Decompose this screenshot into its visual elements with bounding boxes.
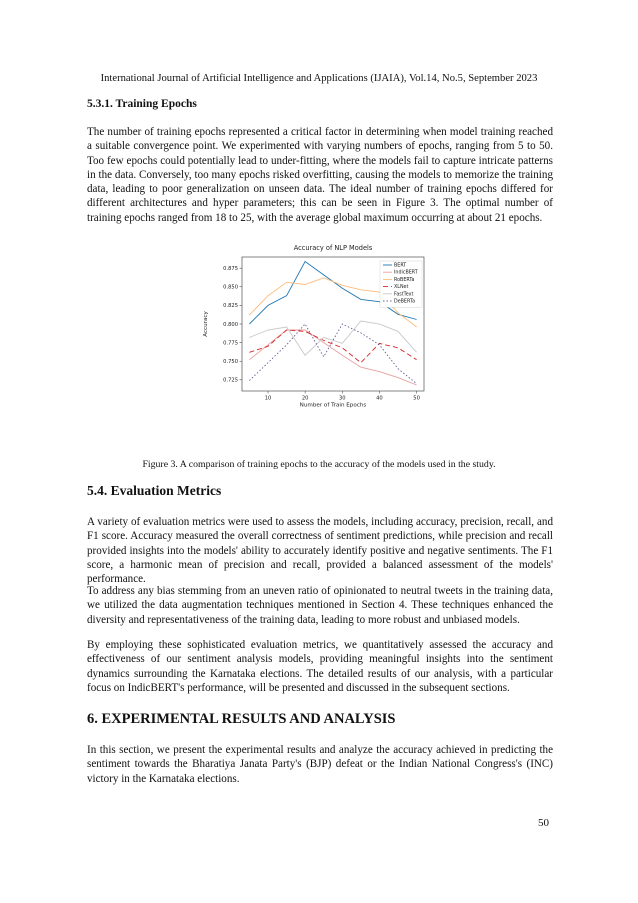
figure-3-chart: [197, 240, 439, 418]
y-axis-label: Accuracy: [203, 311, 209, 337]
series-line-indicbert: [249, 330, 416, 385]
evaluation-metrics-paragraph-1: A variety of evaluation metrics were used to assess the models, including accuracy, precision, recall, and F1 score. Accuracy measured the overall correctness of sentiment predictions, while precision and recall provided insights into the models' ability to accurately identify positive and negative sentiments. The F1 score, a harmonic mean of precision and recall, provided a balanced assessment of the models' performance.: [87, 516, 553, 586]
evaluation-metrics-paragraph-3: By employing these sophisticated evaluation metrics, we quantitatively assessed the accuracy and effectiveness of our sentiment analysis models, providing meaningful insights into the sentiment dynamics surrounding the Karnataka elections. The detailed results of our analysis, with a particular focus on IndicBERT's performance, will be presented and discussed in the subsequent sections.: [87, 639, 553, 694]
evaluation-metrics-paragraph-2: To address any bias stemming from an uneven ratio of opinionated to neutral tweets in the training data, we utilized the data augmentation techniques mentioned in Section 4. These techniques enhanced the diversity and representativeness of the training data, leading to more robust and unbiased models.: [87, 585, 553, 626]
y-tick-label: 0.725: [223, 377, 238, 384]
running-header: International Journal of Artificial Intelligence and Applications (IJAIA), Vol.14, No.5, September 2023: [100, 73, 538, 84]
legend-label: IndicBERT: [394, 270, 418, 276]
x-tick-label: 30: [338, 395, 346, 402]
y-tick-label: 0.850: [223, 284, 238, 291]
accuracy-line-chart: [197, 240, 439, 418]
y-tick-label: 0.750: [223, 359, 238, 366]
series-line-fasttext: [249, 321, 416, 355]
series-line-xlnet: [249, 330, 416, 363]
figure-3-caption: Figure 3. A comparison of training epochs to the accuracy of the models used in the study.: [142, 459, 496, 470]
y-tick-label: 0.825: [223, 303, 238, 310]
section-6-title: 6. EXPERIMENTAL RESULTS AND ANALYSIS: [87, 711, 396, 727]
page-number: 50: [538, 817, 549, 829]
legend-label: FastText: [394, 292, 414, 298]
x-tick-label: 10: [264, 395, 272, 402]
experimental-results-paragraph: In this section, we present the experimental results and analyze the accuracy achieved in predicting the sentiment towards the Bharatiya Janata Party's (BJP) defeat or the Indian National Congress's (INC) victory in the Karnataka elections.: [87, 744, 553, 785]
x-tick-label: 40: [376, 395, 383, 402]
y-tick-label: 0.800: [223, 321, 238, 328]
series-line-deberta: [249, 324, 416, 384]
legend-label: XLNet: [394, 285, 409, 291]
legend-label: RoBERTa: [394, 277, 415, 283]
section-5-4-title: 5.4. Evaluation Metrics: [87, 483, 222, 498]
x-axis-label: Number of Train Epochs: [299, 402, 367, 409]
x-tick-label: 20: [301, 395, 309, 402]
training-epochs-paragraph: The number of training epochs represented a critical factor in determining when model training reached a suitable convergence point. We experimented with varying numbers of epochs, ranging from 5 to 50. Too few epochs could potentially lead to under-fitting, where the models fail to capture intricate patterns in the data. Conversely, too many epochs risked overfitting, causing the models to memorize the training data, leading to poor generalization on unseen data. The ideal number of training epochs differed for different architectures and hyper parameters; this can be seen in Figure 3. The optimal number of training epochs ranged from 18 to 25, with the average global maximum occurring at about 21 epochs.: [87, 126, 553, 224]
section-5-3-1-title: 5.3.1. Training Epochs: [87, 98, 197, 110]
chart-title: Accuracy of NLP Models: [293, 244, 373, 252]
legend-label: BERT: [394, 263, 407, 269]
x-tick-label: 50: [413, 395, 420, 402]
y-tick-label: 0.875: [223, 265, 238, 272]
y-tick-label: 0.775: [223, 340, 238, 347]
legend-label: DeBERTa: [394, 299, 416, 305]
